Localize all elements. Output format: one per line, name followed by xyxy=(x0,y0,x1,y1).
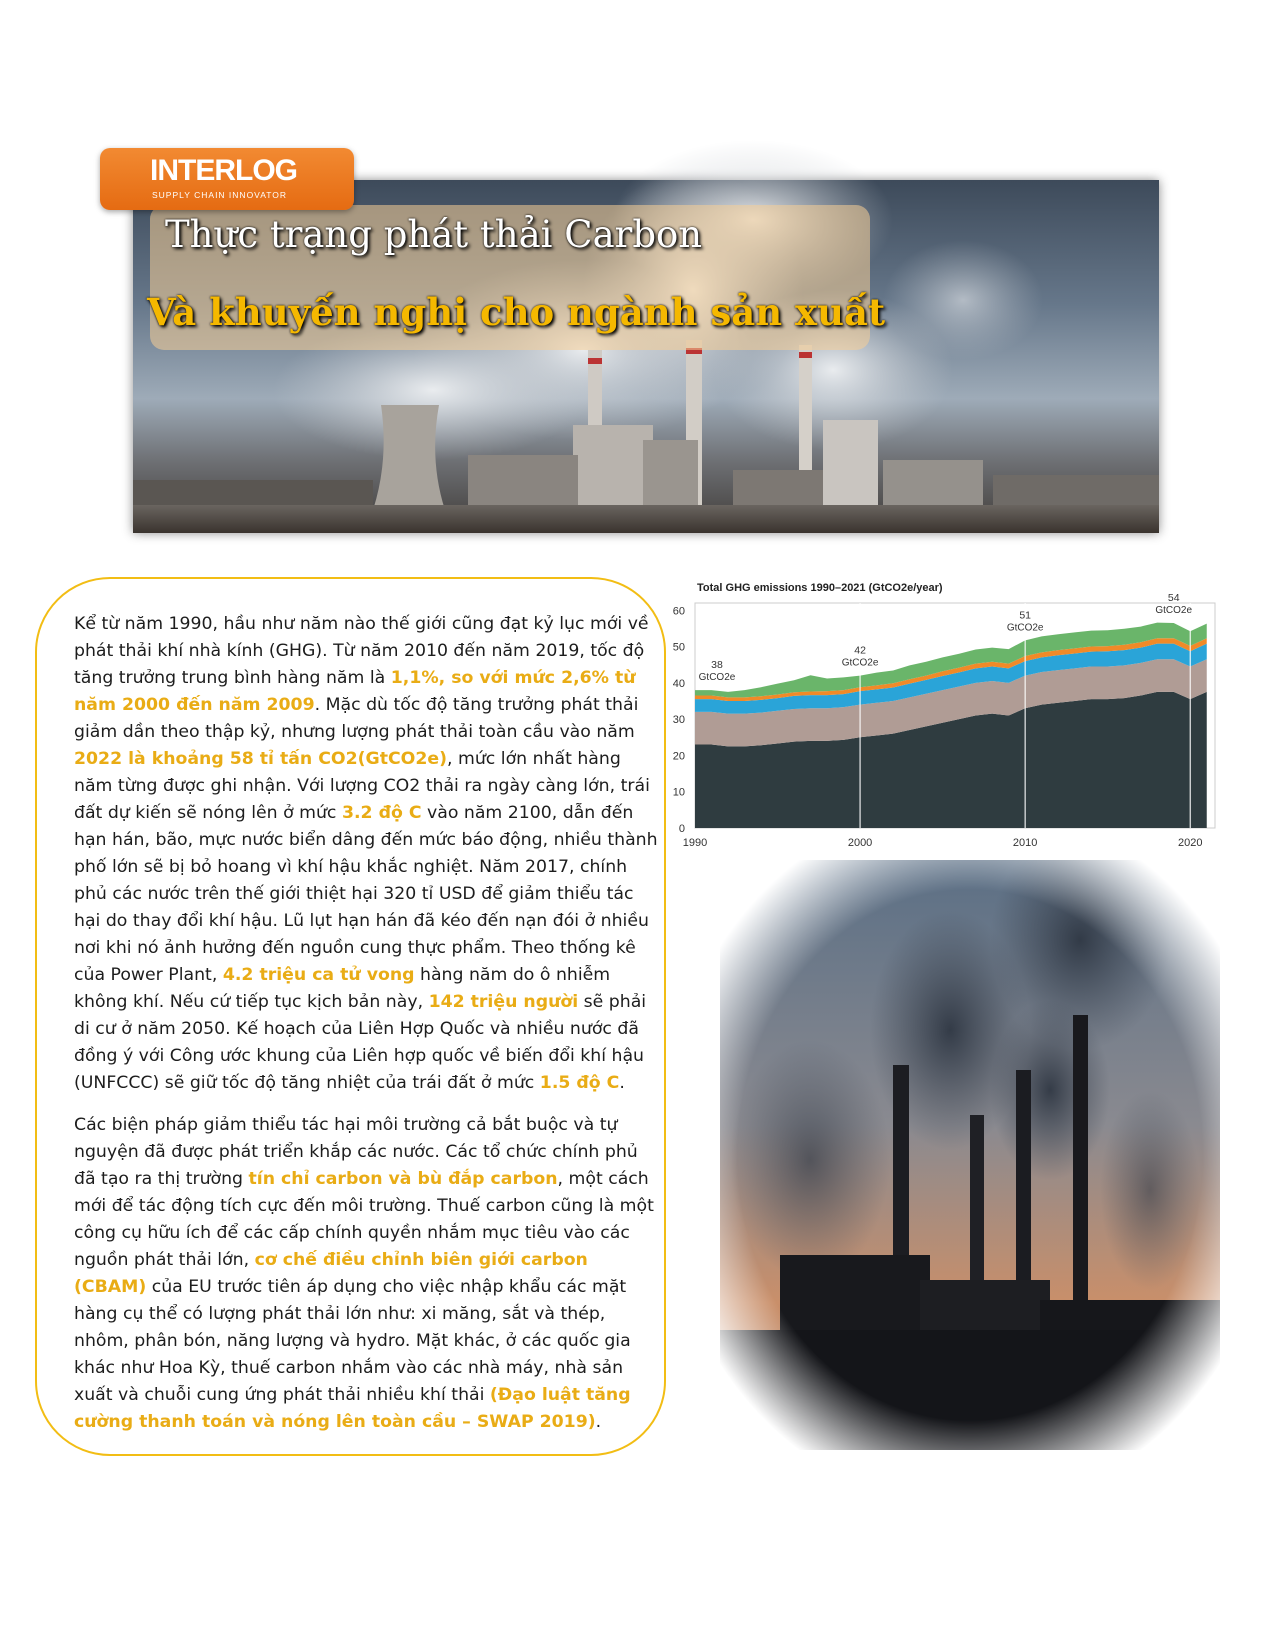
highlight-text: 4.2 triệu ca tử vong xyxy=(222,965,415,985)
chart-title: Total GHG emissions 1990–2021 (GtCO2e/year) xyxy=(697,582,943,594)
y-tick-label: 60 xyxy=(672,605,685,618)
annotation-unit: GtCO2e xyxy=(1006,622,1044,634)
factory-smoke-photo xyxy=(720,860,1220,1450)
body-text: . xyxy=(595,1412,602,1432)
page-title: Thực trạng phát thải Carbon xyxy=(165,213,703,256)
logo-tagline: SUPPLY CHAIN INNOVATOR xyxy=(152,190,288,200)
article-paragraph-2 xyxy=(74,1112,664,1436)
annotation-value: 51 xyxy=(1019,609,1032,622)
highlight-text: tín chỉ carbon và bù đắp carbon xyxy=(248,1169,558,1189)
y-tick-label: 50 xyxy=(672,641,685,654)
logo-wordmark: INTERLOG xyxy=(150,154,297,187)
y-tick-label: 10 xyxy=(672,786,685,799)
annotation-value: 38 xyxy=(711,659,723,672)
body-text: Các biện pháp giảm thiểu tác hại môi trường cả bắt buộc và tự nguyện đã được phát triển khắp các nước. Các tổ chức chính phủ đã tạo ra thị trường xyxy=(74,1115,638,1189)
annotation-unit: GtCO2e xyxy=(1155,604,1193,616)
x-tick-label: 2020 xyxy=(1177,837,1203,849)
y-tick-label: 20 xyxy=(672,750,685,763)
article-paragraph-1 xyxy=(74,611,664,1097)
body-text: sẽ phải di cư ở năm 2050. Kế hoạch của Liên Hợp Quốc và nhiều nước đã đồng ý với Công ước khung của Liên hợp quốc về biến đổi khí hậu (UNFCCC) sẽ giữ tốc độ tăng nhiệt của trái đất ở mức xyxy=(74,992,647,1093)
page-subtitle: Và khuyến nghị cho ngành sản xuất xyxy=(147,290,886,334)
highlight-text: cơ chế điều chỉnh biên giới carbon (CBAM) xyxy=(74,1250,588,1297)
body-text: , mức lớn nhất hàng năm từng được ghi nhận. Với lượng CO2 thải ra ngày càng lớn, trái đất dự kiến sẽ nóng lên ở mức xyxy=(74,749,650,823)
body-text: . xyxy=(619,1073,625,1093)
highlight-text: 3.2 độ C xyxy=(341,803,422,823)
body-text: của EU trước tiên áp dụng cho việc nhập khẩu các mặt hàng cụ thể có lượng phát thải lớn như: xi măng, sắt và thép, nhôm, phân bón, năng lượng và hydro. Mặt khác, ở các quốc gia khác như Hoa Kỳ, thuế carbon nhắm vào các nhà máy, nhà sản xuất và chuỗi cung ứng phát thải nhiều khí thải xyxy=(74,1277,631,1405)
x-tick-label: 1990 xyxy=(682,837,708,849)
highlight-text: (Đạo luật tăng cường thanh toán và nóng lên toàn cầu – SWAP 2019) xyxy=(74,1385,631,1432)
body-text: Kể từ năm 1990, hầu như năm nào thế giới cũng đạt kỷ lục mới về phát thải khí nhà kính (GHG). Từ năm 2010 đến năm 2019, tốc độ tăng trưởng trung bình hàng năm là xyxy=(74,614,649,688)
body-text: vào năm 2100, dẫn đến hạn hán, bão, mực nước biển dâng đến mức báo động, nhiều thành phố lớn sẽ bị bỏ hoang vì khí hậu khắc nghiệt. Năm 2017, chính phủ các nước trên thế giới thiệt hại 320 tỉ USD để giảm thiểu tác hại do thay đổi khí hậu. Lũ lụt hạn hán đã kéo đến nạn đói ở nhiều nơi khi nó ảnh hưởng đến nguồn cung thực phẩm. Theo thống kê của Power Plant, xyxy=(74,803,658,985)
x-tick-label: 2000 xyxy=(847,837,873,849)
highlight-text: 1.5 độ C xyxy=(539,1073,620,1093)
y-tick-label: 40 xyxy=(672,677,685,690)
highlight-text: 1,1%, so với mức 2,6% từ năm 2000 đến năm 2009 xyxy=(74,668,636,715)
highlight-text: 142 triệu người xyxy=(428,992,579,1012)
body-text: . Mặc dù tốc độ tăng trưởng phát thải giảm dần theo thập kỷ, nhưng lượng phát thải toàn cầu vào năm xyxy=(74,695,639,742)
ghg-emissions-chart xyxy=(672,591,1235,857)
annotation-unit: GtCO2e xyxy=(698,672,736,684)
body-text: , một cách mới để tác động tích cực đến môi trường. Thuế carbon cũng là một công cụ hữu ích để các cấp chính quyền nhắm mục tiêu vào các nguồn phát thải lớn, xyxy=(74,1169,654,1270)
annotation-unit: GtCO2e xyxy=(841,657,879,669)
body-text: hàng năm do ô nhiễm không khí. Nếu cứ tiếp tục kịch bản này, xyxy=(74,965,611,1012)
interlog-logo xyxy=(100,148,354,210)
annotation-value: 54 xyxy=(1167,591,1180,604)
y-tick-label: 30 xyxy=(672,714,685,727)
highlight-text: 2022 là khoảng 58 tỉ tấn CO2(GtCO2e) xyxy=(74,749,447,769)
x-tick-label: 2010 xyxy=(1012,837,1038,849)
annotation-value: 42 xyxy=(854,644,866,657)
y-tick-label: 0 xyxy=(678,823,685,835)
